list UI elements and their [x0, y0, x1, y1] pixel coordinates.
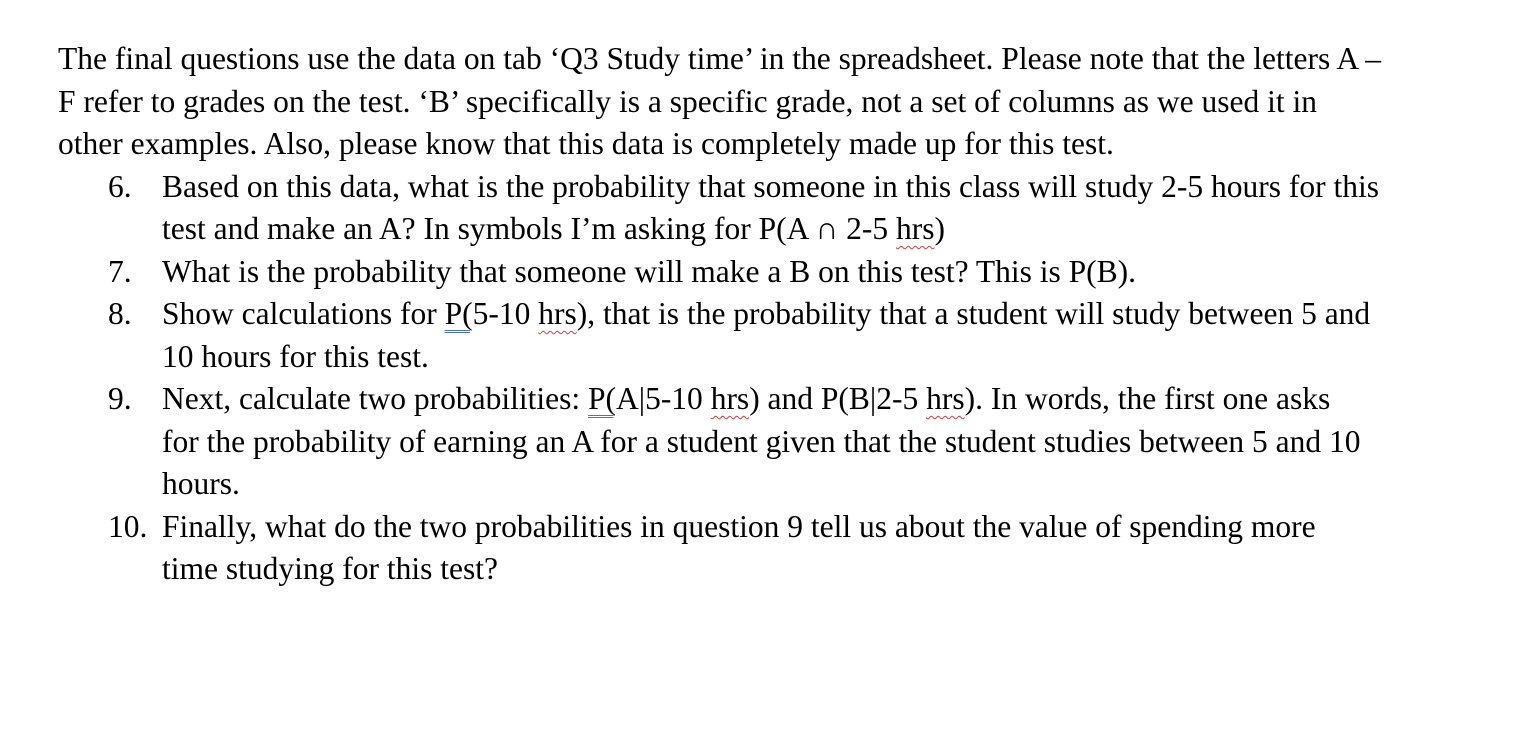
question-list: [58, 166, 1458, 591]
question-text-part: Show calculations for: [162, 296, 445, 331]
question-number: 9.: [108, 381, 132, 416]
question-10: [58, 506, 1362, 591]
spellcheck-word: hrs: [896, 211, 935, 246]
question-text-part: 5-10: [472, 296, 539, 331]
question-text: [162, 378, 1374, 506]
question-number: 8.: [108, 296, 132, 331]
question-text-part: ). In words, the first one asks for the probability of earning an A for a student given that the student studies between 5 and 10 hours.: [162, 381, 1361, 501]
question-number: 6.: [108, 168, 132, 204]
question-text-part: ): [934, 211, 946, 246]
intro-paragraph: The final questions use the data on tab ‘Q3 Study time’ in the spreadsheet. Please note that the letters A – F refer to grades on the test. ‘B’ specifically is a specific grade, not a set of columns as we used it in other examples. Also, please know that this data is completely made up for this test.: [58, 41, 1381, 161]
question-text: Finally, what do the two probabilities in question 9 tell us about the value of spending more time studying for this test?: [162, 508, 1316, 586]
question-8: [58, 293, 1402, 378]
question-9: [58, 378, 1374, 506]
question-text: [162, 293, 1402, 378]
question-text-part: ), that is the probability that a student will study between 5 and 10 hours for this test.: [162, 296, 1371, 374]
question-number: 10.: [108, 508, 148, 544]
grammar-mark: P(: [444, 296, 473, 331]
spellcheck-word: hrs: [710, 381, 750, 416]
question-text-part: A|5-10: [616, 381, 711, 416]
document-body: [58, 38, 1458, 591]
question-7: [58, 251, 1458, 294]
grammar-mark: P(: [588, 381, 617, 416]
question-6: [58, 166, 1382, 251]
question-text-part: Next, calculate two probabilities:: [162, 381, 588, 416]
spellcheck-word: hrs: [926, 381, 965, 416]
question-text: [162, 166, 1382, 251]
question-number: 7.: [108, 253, 132, 289]
spellcheck-word: hrs: [538, 296, 577, 331]
question-text-part: Based on this data, what is the probability that someone in this class will study 2-5 hours for this test and make an A? In symbols I’m asking for P(A ∩ 2-5: [162, 168, 1379, 246]
question-text-part: ) and P(B|2-5: [749, 381, 927, 416]
question-text: What is the probability that someone will make a B on this test? This is P(B).: [162, 253, 1137, 289]
